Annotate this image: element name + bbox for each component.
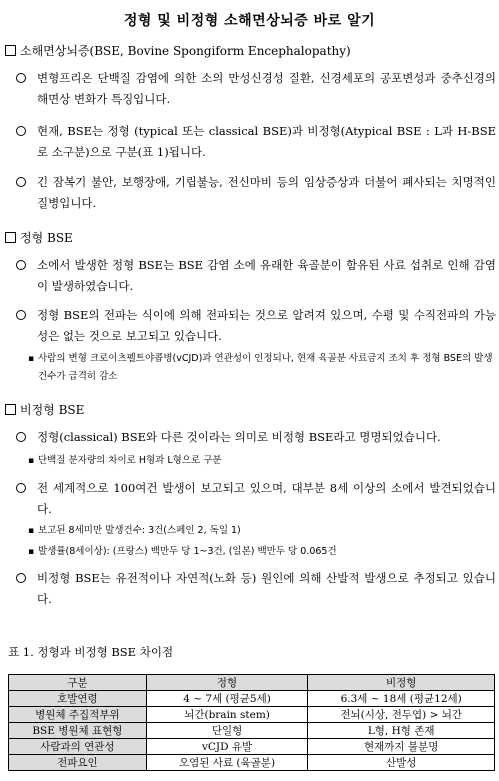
- section-heading-atypical-bse: [5, 401, 84, 418]
- table-row: [9, 691, 495, 707]
- sub-list-item: [28, 522, 496, 540]
- list-item: [16, 255, 496, 297]
- small-bullet-icon: ▪: [28, 354, 35, 364]
- list-item: [16, 121, 496, 163]
- list-item-text: 변형프리온 단백질 감염에 의한 소의 만성신경성 질환, 신경세포의 공포변성과 중추신경의 해면상 변화가 특징입니다.: [37, 71, 496, 106]
- row-label: 사람과의 연관성: [9, 739, 147, 755]
- document-title: 정형 및 비정형 소해면상뇌증 바로 알기: [123, 13, 376, 29]
- row-label: 병원체 주집적부위: [9, 707, 147, 723]
- row-label: 전파요인: [9, 755, 147, 771]
- list-item-text: 현재, BSE는 정형 (typical 또는 classical BSE)과 비정형(Atypical BSE : L과 H-BSE로 소구분)으로 구분(표 1)됩니다.: [37, 124, 496, 159]
- cell-atypical: 산발성: [308, 755, 495, 771]
- sub-list-item: [28, 452, 496, 470]
- cell-classical: vCJD 유발: [146, 739, 308, 755]
- circle-bullet-icon: [16, 483, 26, 493]
- checkbox-square-icon: [5, 404, 16, 415]
- list-item-text: 정형 BSE의 전파는 식이에 의해 전파되는 것으로 알려져 있으며, 수평 및 수직전파의 가능성은 없는 것으로 보고되고 있습니다.: [37, 308, 496, 343]
- checkbox-square-icon: [5, 45, 16, 56]
- sub-list-item-text: 발생률(8세이상): (프랑스) 백만두 당 1~3건, (일본) 백만두 당 0.065건: [38, 546, 337, 557]
- section-heading-text: 비정형 BSE: [20, 403, 85, 417]
- section-heading-text: 소해면상뇌증(BSE, Bovine Spongiform Encephalopathy): [20, 44, 351, 58]
- table-header-row: [9, 675, 495, 691]
- checkbox-square-icon: [5, 232, 16, 243]
- comparison-table: [8, 674, 495, 771]
- cell-atypical: 현재까지 불분명: [308, 739, 495, 755]
- list-item-text: 전 세계적으로 100여건 발생이 보고되고 있으며, 대부분 8세 이상의 소에서 발견되었습니다.: [37, 481, 496, 516]
- small-bullet-icon: ▪: [28, 547, 35, 557]
- cell-classical: 오염된 사료 (육골분): [146, 755, 308, 771]
- list-item: [16, 68, 496, 110]
- small-bullet-icon: ▪: [28, 456, 35, 466]
- table-row: [9, 739, 495, 755]
- list-item: [16, 478, 496, 520]
- sub-list-item: [28, 543, 496, 561]
- header-classical: 정형: [146, 675, 308, 691]
- header-atypical: 비정형: [308, 675, 495, 691]
- cell-atypical: 전뇌(시상, 전두엽) > 뇌간: [308, 707, 495, 723]
- table-row: [9, 723, 495, 739]
- list-item-text: 정형(classical) BSE와 다른 것이라는 의미로 비정형 BSE라고 명명되었습니다.: [37, 430, 441, 444]
- circle-bullet-icon: [16, 310, 26, 320]
- cell-classical: 단일형: [146, 723, 308, 739]
- table-row: [9, 707, 495, 723]
- sub-list-item-text: 사람의 변형 크로이츠펠트야콥병(vCJD)과 연관성이 인정되나, 현재 육골분 사료금지 조치 후 정형 BSE의 발생건수가 급격히 감소: [38, 353, 493, 382]
- list-item: [16, 427, 496, 448]
- circle-bullet-icon: [16, 177, 26, 187]
- list-item: [16, 568, 496, 610]
- cell-atypical: L형, H형 존재: [308, 723, 495, 739]
- sub-list-item: [28, 350, 496, 386]
- cell-atypical: 6.3세 ~ 18세 (평균12세): [308, 691, 495, 707]
- row-label: BSE 병원체 표현형: [9, 723, 147, 739]
- list-item-text: 비정형 BSE는 유전적이나 자연적(노화 등) 원인에 의해 산발적 발생으로 추정되고 있습니다.: [37, 571, 496, 606]
- row-label: 호발연령: [9, 691, 147, 707]
- circle-bullet-icon: [16, 73, 26, 83]
- table-row: [9, 755, 495, 771]
- list-item-text: 긴 잠복기 불안, 보행장애, 기립불능, 전신마비 등의 임상증상과 더불어 폐사되는 치명적인 질병입니다.: [37, 175, 496, 210]
- list-item: [16, 172, 496, 214]
- circle-bullet-icon: [16, 126, 26, 136]
- circle-bullet-icon: [16, 260, 26, 270]
- section-heading-bse: [5, 42, 351, 59]
- list-item: [16, 305, 496, 347]
- sub-list-item-text: 보고된 8세미만 발생건수: 3건(스페인 2, 독일 1): [38, 525, 241, 536]
- small-bullet-icon: ▪: [28, 526, 35, 536]
- sub-list-item-text: 단백질 분자량의 차이로 H형과 L형으로 구분: [38, 455, 222, 466]
- section-heading-text: 정형 BSE: [20, 231, 73, 245]
- header-category: 구분: [9, 675, 147, 691]
- list-item-text: 소에서 발생한 정형 BSE는 BSE 감염 소에 유래한 육골분이 함유된 사료 섭취로 인해 감염이 발생하였습니다.: [37, 258, 496, 293]
- circle-bullet-icon: [16, 573, 26, 583]
- table-caption: 표 1. 정형과 비정형 BSE 차이점: [8, 645, 174, 659]
- cell-classical: 뇌간(brain stem): [146, 707, 308, 723]
- section-heading-classical-bse: [5, 229, 73, 246]
- cell-classical: 4 ~ 7세 (평균5세): [146, 691, 308, 707]
- circle-bullet-icon: [16, 432, 26, 442]
